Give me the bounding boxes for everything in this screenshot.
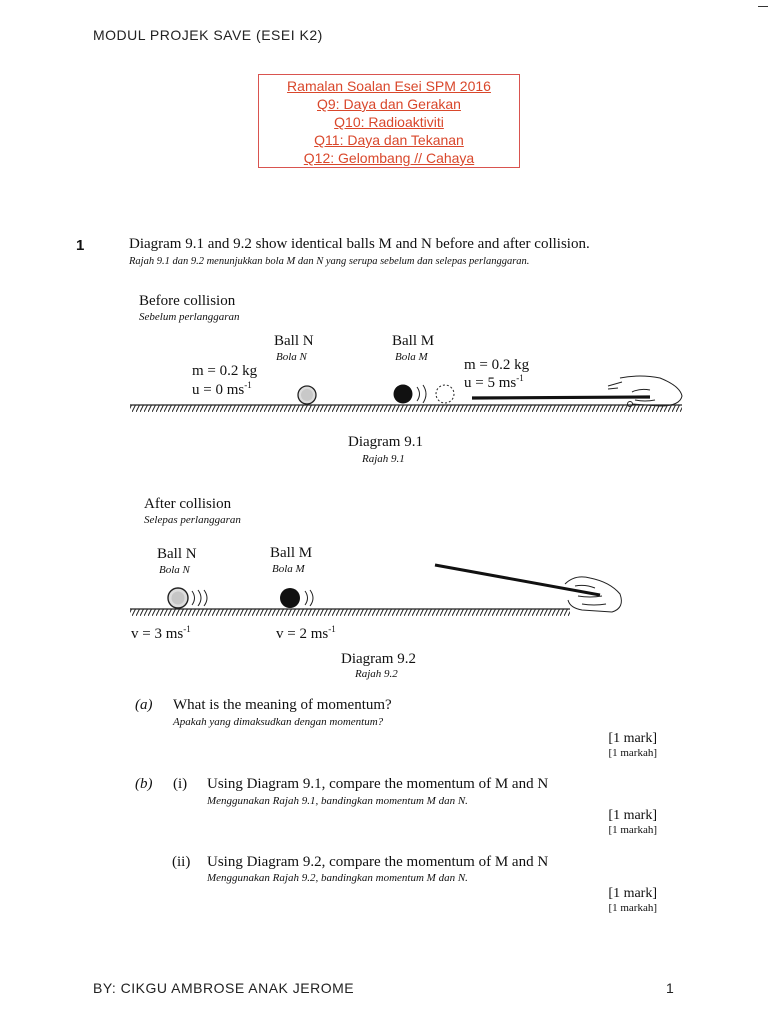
part-a-text: What is the meaning of momentum? [173,697,392,713]
d1-ball-m-label: Ball M [392,333,435,349]
d1-m-velocity-unit-exp: -1 [516,373,524,383]
d2-ball-n-label-ms: Bola N [159,564,190,576]
d2-m-velocity-row [276,624,336,643]
part-b-ii-mark-ms: [1 markah] [608,902,657,914]
question-text: Diagram 9.1 and 9.2 show identical balls M and N before and after collision. [129,236,590,252]
part-b-ii-text-ms: Menggunakan Rajah 9.2, bandingkan momentum M dan N. [207,872,468,884]
d1-ball-m-label-ms: Bola M [395,351,428,363]
topic-q10[interactable]: Q10: Radioaktiviti [334,114,444,130]
d1-n-velocity-unit-exp: -1 [244,380,252,390]
d1-heading-ms: Sebelum perlanggaran [139,311,240,323]
d2-n-velocity-unit-exp: -1 [183,624,191,634]
page-edge-mark [758,6,768,7]
d2-heading-ms: Selepas perlanggaran [144,514,241,526]
part-a-mark: [1 mark] [608,731,657,746]
d2-ball-m [280,588,313,608]
d2-ball-n [168,588,207,608]
d1-n-velocity: u = 0 ms [192,382,245,398]
diagram-9-1-figure [120,372,690,420]
d1-n-mass: m = 0.2 kg [192,363,258,379]
question-number: 1 [76,237,85,254]
d1-ball-n [298,386,316,404]
topic-box [258,74,520,168]
part-a-mark-ms: [1 markah] [608,747,657,759]
d1-cue-stick [472,397,650,398]
d1-m-mass: m = 0.2 kg [464,357,530,373]
d2-ball-m-label: Ball M [270,545,313,561]
part-b-ii-label: (ii) [172,854,191,870]
topic-title[interactable]: Ramalan Soalan Esei SPM 2016 [287,78,491,94]
d1-hand [608,376,682,407]
part-b-ii-text: Using Diagram 9.2, compare the momentum of M and N [207,854,549,870]
diagram-9-2-figure [120,560,640,620]
d2-n-velocity-row [131,624,191,643]
page-number: 1 [666,980,674,996]
d2-ball-m-label-ms: Bola M [272,563,305,575]
d1-m-velocity: u = 5 ms [464,375,517,391]
d2-m-velocity-unit-exp: -1 [328,624,336,634]
part-a-text-ms: Apakah yang dimaksudkan dengan momentum? [173,716,384,728]
topic-q12[interactable]: Q12: Gelombang // Cahaya [303,150,475,166]
part-b-i-mark-ms: [1 markah] [608,824,657,836]
d1-heading: Before collision [139,293,236,309]
part-b-label: (b) [135,776,153,792]
d2-ground [130,609,570,616]
d1-ball-n-label: Ball N [274,333,314,349]
d1-caption-ms: Rajah 9.1 [362,453,405,465]
part-b-ii-mark: [1 mark] [608,886,657,901]
topic-q11[interactable]: Q11: Daya dan Tekanan [314,132,464,148]
topic-list [259,75,519,167]
part-b-i-text-ms: Menggunakan Rajah 9.1, bandingkan momentum M dan N. [207,795,468,807]
topic-q9[interactable]: Q9: Daya dan Gerakan [317,96,461,112]
part-a-label: (a) [135,697,153,713]
footer-author: BY: CIKGU AMBROSE ANAK JEROME [93,980,355,996]
d2-ball-n-label: Ball N [157,546,197,562]
page-header: MODUL PROJEK SAVE (ESEI K2) [93,27,323,43]
part-b-i-text: Using Diagram 9.1, compare the momentum of M and N [207,776,549,792]
d2-heading: After collision [144,496,232,512]
d2-caption: Diagram 9.2 [341,651,416,667]
part-b-i-mark: [1 mark] [608,808,657,823]
d1-ground [130,405,682,412]
d2-n-velocity: v = 3 ms [131,626,184,642]
d2-caption-ms: Rajah 9.2 [355,668,398,680]
d2-m-velocity: v = 2 ms [276,626,329,642]
d1-caption: Diagram 9.1 [348,434,423,450]
d1-ball-m [394,385,455,404]
d2-cue-stick [435,565,600,595]
d1-ball-n-label-ms: Bola N [276,351,307,363]
part-b-i-label: (i) [173,776,188,792]
question-text-ms: Rajah 9.1 dan 9.2 menunjukkan bola M dan N yang serupa sebelum dan selepas perlanggaran. [129,256,530,267]
